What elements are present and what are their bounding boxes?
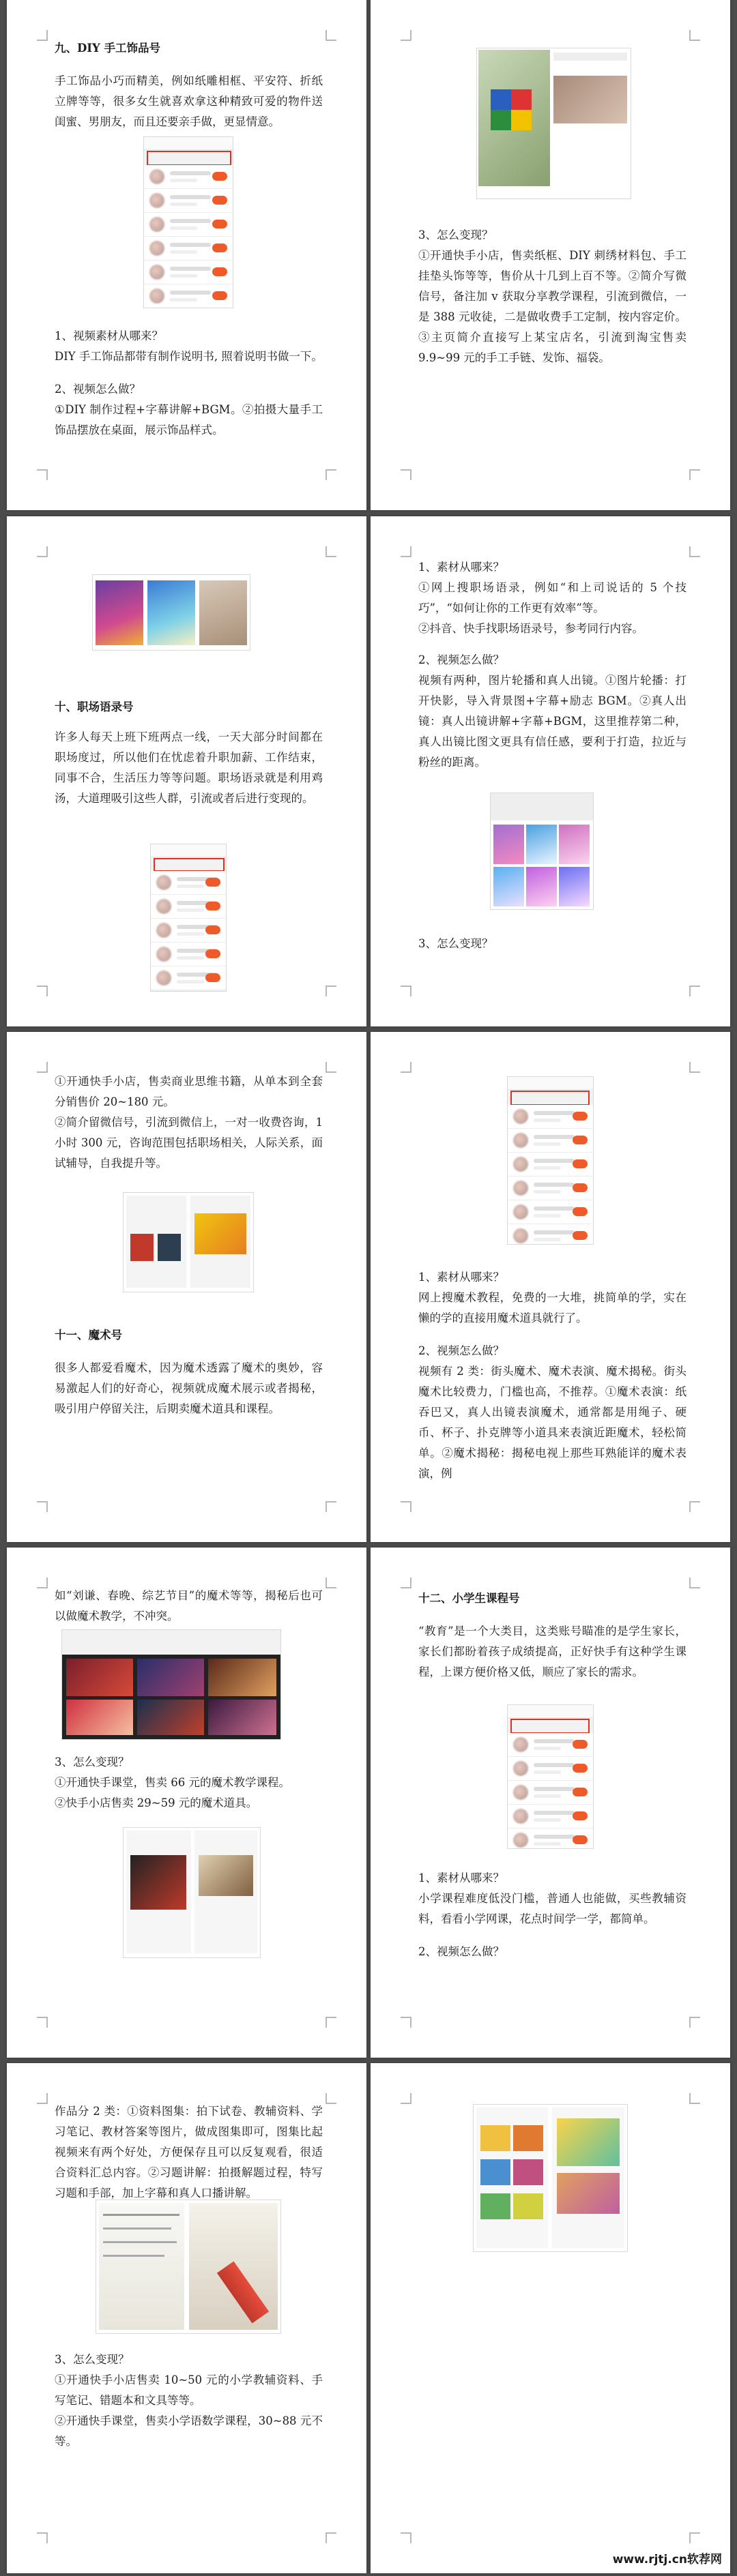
crop-mark: [326, 1578, 336, 1588]
crop-mark: [401, 2017, 411, 2028]
document-page-3: [7, 516, 366, 1026]
crop-mark: [37, 1501, 48, 1512]
crop-mark: [37, 986, 48, 996]
section-heading: 十二、小学生课程号: [418, 1592, 520, 1605]
subheading: 3、怎么变现？: [418, 937, 493, 950]
screenshot-image: [150, 844, 227, 992]
screenshot-image: [490, 793, 594, 910]
screenshot-image: [143, 136, 233, 308]
section-heading: 十一、魔术号: [55, 1329, 122, 1342]
crop-mark: [689, 986, 700, 996]
crop-mark: [689, 1501, 700, 1512]
document-page-4: [371, 516, 730, 1026]
crop-mark: [689, 1062, 700, 1073]
crop-mark: [326, 30, 336, 41]
subheading: 1、视频素材从哪来？: [55, 329, 163, 342]
crop-mark: [689, 2532, 700, 2543]
crop-mark: [401, 469, 411, 480]
document-page-8: [371, 1548, 730, 2058]
screenshot-image: [92, 574, 250, 651]
crop-mark: [689, 1578, 700, 1588]
crop-mark: [401, 546, 411, 557]
crop-mark: [37, 2017, 48, 2028]
document-page-7: [7, 1548, 366, 2058]
crop-mark: [37, 469, 48, 480]
paragraph: ①开通快手小店，售卖商业思维书籍，从单本到全套分销售价 20~180 元。: [55, 1075, 323, 1108]
screenshot-image: [96, 2200, 281, 2334]
paragraph: ①DIY 制作过程+字幕讲解+BGM。②拍摄大量手工饰品摆放在桌面，展示饰品样式。: [55, 403, 323, 436]
paragraph: 视频有两种，图片轮播和真人出镜。①图片轮播：打开快影，导入背景图+字幕+励志 BGM。②真人出镜：真人出镜讲解+字幕+BGM，这里推荐第二种，真人出镜比图文更具有信任感，要利于打造，拉近与粉丝的距离。: [418, 674, 687, 769]
paragraph: “教育”是一个大类目，这类账号瞄准的是学生家长，家长们都盼着孩子成绩提高，正好快手有这种学生课程，上课方便价格又低，顺应了家长的需求。: [418, 1625, 687, 1678]
screenshot-image: [123, 1827, 261, 1958]
subheading: 3、怎么变现？: [418, 228, 493, 241]
subheading: 3、怎么变现？: [55, 2353, 130, 2366]
crop-mark: [37, 2532, 48, 2543]
crop-mark: [401, 1501, 411, 1512]
crop-mark: [326, 2093, 336, 2104]
section-heading: 九、DIY 手工饰品号: [55, 42, 161, 55]
crop-mark: [326, 1501, 336, 1512]
paragraph: ②简介留微信号，引流到微信上，一对一收费咨询，1 小时 300 元，咨询范围包括职场相关，人际关系，面试辅导，自我提升等。: [55, 1116, 323, 1170]
crop-mark: [689, 2017, 700, 2028]
crop-mark: [689, 2093, 700, 2104]
subheading: 2、视频怎么做？: [418, 653, 504, 666]
subheading: 1、素材从哪来？: [418, 561, 504, 574]
crop-mark: [689, 469, 700, 480]
crop-mark: [37, 546, 48, 557]
paragraph: 作品分 2 类：①资料图集：拍下试卷、教辅资料、学习笔记、教材答案等图片，做成图集即可，图集比起视频来有两个好处，方便保存且可以反复观看，很适合资料汇总内容。②习题讲解：拍摄解题过程，特写习题和手部，加上字幕和真人口播讲解。: [55, 2105, 323, 2200]
crop-mark: [401, 1578, 411, 1588]
crop-mark: [689, 546, 700, 557]
paragraph: ①网上搜职场语录，例如“和上司说话的 5 个技巧”，“如何让你的工作更有效率”等。: [418, 581, 687, 615]
crop-mark: [37, 1578, 48, 1588]
paragraph: 手工饰品小巧而精美，例如纸雕相框、平安符、折纸立牌等等，很多女生就喜欢拿这种精致可爱的物件送闺蜜、男朋友，而且还要亲手做，更显情意。: [55, 74, 323, 128]
screenshot-image: [473, 2104, 628, 2252]
crop-mark: [37, 2093, 48, 2104]
screenshot-image: [476, 48, 631, 199]
document-page-5: [7, 1032, 366, 1542]
paragraph: ①开通快手小店售卖 10~50 元的小学教辅资料、手写笔记、错题本和文具等等。: [55, 2373, 323, 2407]
paragraph: 网上搜魔术教程，免费的一大堆，挑简单的学，实在懒的学的直接用魔术道具就行了。: [418, 1291, 687, 1324]
screenshot-image: [507, 1076, 594, 1245]
crop-mark: [37, 1062, 48, 1073]
crop-mark: [326, 2532, 336, 2543]
paragraph: 许多人每天上班下班两点一线，一天大部分时间都在职场度过，所以他们在忧虑着升职加薪、工作结束，同事不合，生活压力等等问题。职场语录就是利用鸡汤，大道理吸引这些人群，引流或者后进行变现的。: [55, 730, 323, 805]
paragraph: DIY 手工饰品都带有制作说明书, 照着说明书做一下。: [55, 350, 323, 363]
crop-mark: [401, 2093, 411, 2104]
crop-mark: [401, 30, 411, 41]
crop-mark: [326, 546, 336, 557]
crop-mark: [401, 2532, 411, 2543]
paragraph: ①开通快手课堂，售卖 66 元的魔术教学课程。: [55, 1776, 290, 1789]
paragraph: 如“刘谦、春晚、综艺节目”的魔术等等，揭秘后也可以做魔术教学，不冲突。: [55, 1589, 323, 1623]
screenshot-image: [123, 1192, 254, 1292]
paragraph: ①开通快手小店，售卖纸框、DIY 刺绣材料包、手工挂垫头饰等等，售价从十几到上百不等。②简介写微信号，备注加 v 获取分享教学课程，引流到微信，一是 388 元收徒，二是做收费手工定制，按内容定价。③主页简介直接写上某宝店名，引流到淘宝售卖 9.9~99 元的手工手链、发饰、福袋。: [418, 249, 687, 364]
crop-mark: [401, 1062, 411, 1073]
crop-mark: [37, 30, 48, 41]
subheading: 1、素材从哪来？: [418, 1871, 504, 1884]
section-heading: 十、职场语录号: [55, 700, 134, 713]
subheading: 2、视频怎么做？: [418, 1945, 504, 1958]
paragraph: ②快手小店售卖 29~59 元的魔术道具。: [55, 1796, 258, 1809]
paragraph: 视频有 2 类：街头魔术、魔术表演、魔术揭秘。街头魔术比较费力，门槛也高，不推荐。①魔术表演：纸吞巴又，真人出镜表演魔术，通常都是用绳子、硬币、杯子、扑克牌等小道具来表演近距魔术，轻松简单。②魔术揭秘：揭秘电视上那些耳熟能详的魔术表演，例: [418, 1365, 687, 1480]
screenshot-image: [61, 1629, 281, 1740]
watermark: www.rjtj.cn软荐网: [610, 2548, 725, 2568]
subheading: 3、怎么变现？: [55, 1756, 130, 1768]
paragraph: 小学课程难度低没门槛，普通人也能做，买些教辅资料，看看小学网课，花点时间学一学，都简单。: [418, 1892, 687, 1925]
subheading: 2、视频怎么做？: [418, 1344, 504, 1357]
subheading: 1、素材从哪来？: [418, 1271, 504, 1284]
crop-mark: [326, 1062, 336, 1073]
subheading: 2、视频怎么做？: [55, 383, 141, 396]
paragraph: 很多人都爱看魔术，因为魔术透露了魔术的奥妙，容易激起人们的好奇心，视频就成魔术展示或者揭秘，吸引用户停留关注，后期卖魔术道具和课程。: [55, 1361, 323, 1415]
crop-mark: [401, 986, 411, 996]
document-page-6: [371, 1032, 730, 1542]
document-page-1: [7, 0, 366, 510]
paragraph: ②抖音、快手找职场语录号，参考同行内容。: [418, 622, 644, 635]
document-page-9: [7, 2063, 366, 2573]
document-page-2: [371, 0, 730, 510]
document-page-10: [371, 2063, 730, 2573]
crop-mark: [326, 986, 336, 996]
crop-mark: [326, 2017, 336, 2028]
crop-mark: [689, 30, 700, 41]
crop-mark: [326, 469, 336, 480]
screenshot-image: [507, 1704, 594, 1849]
paragraph: ②开通快手课堂，售卖小学语数学课程，30~88 元不等。: [55, 2414, 323, 2448]
